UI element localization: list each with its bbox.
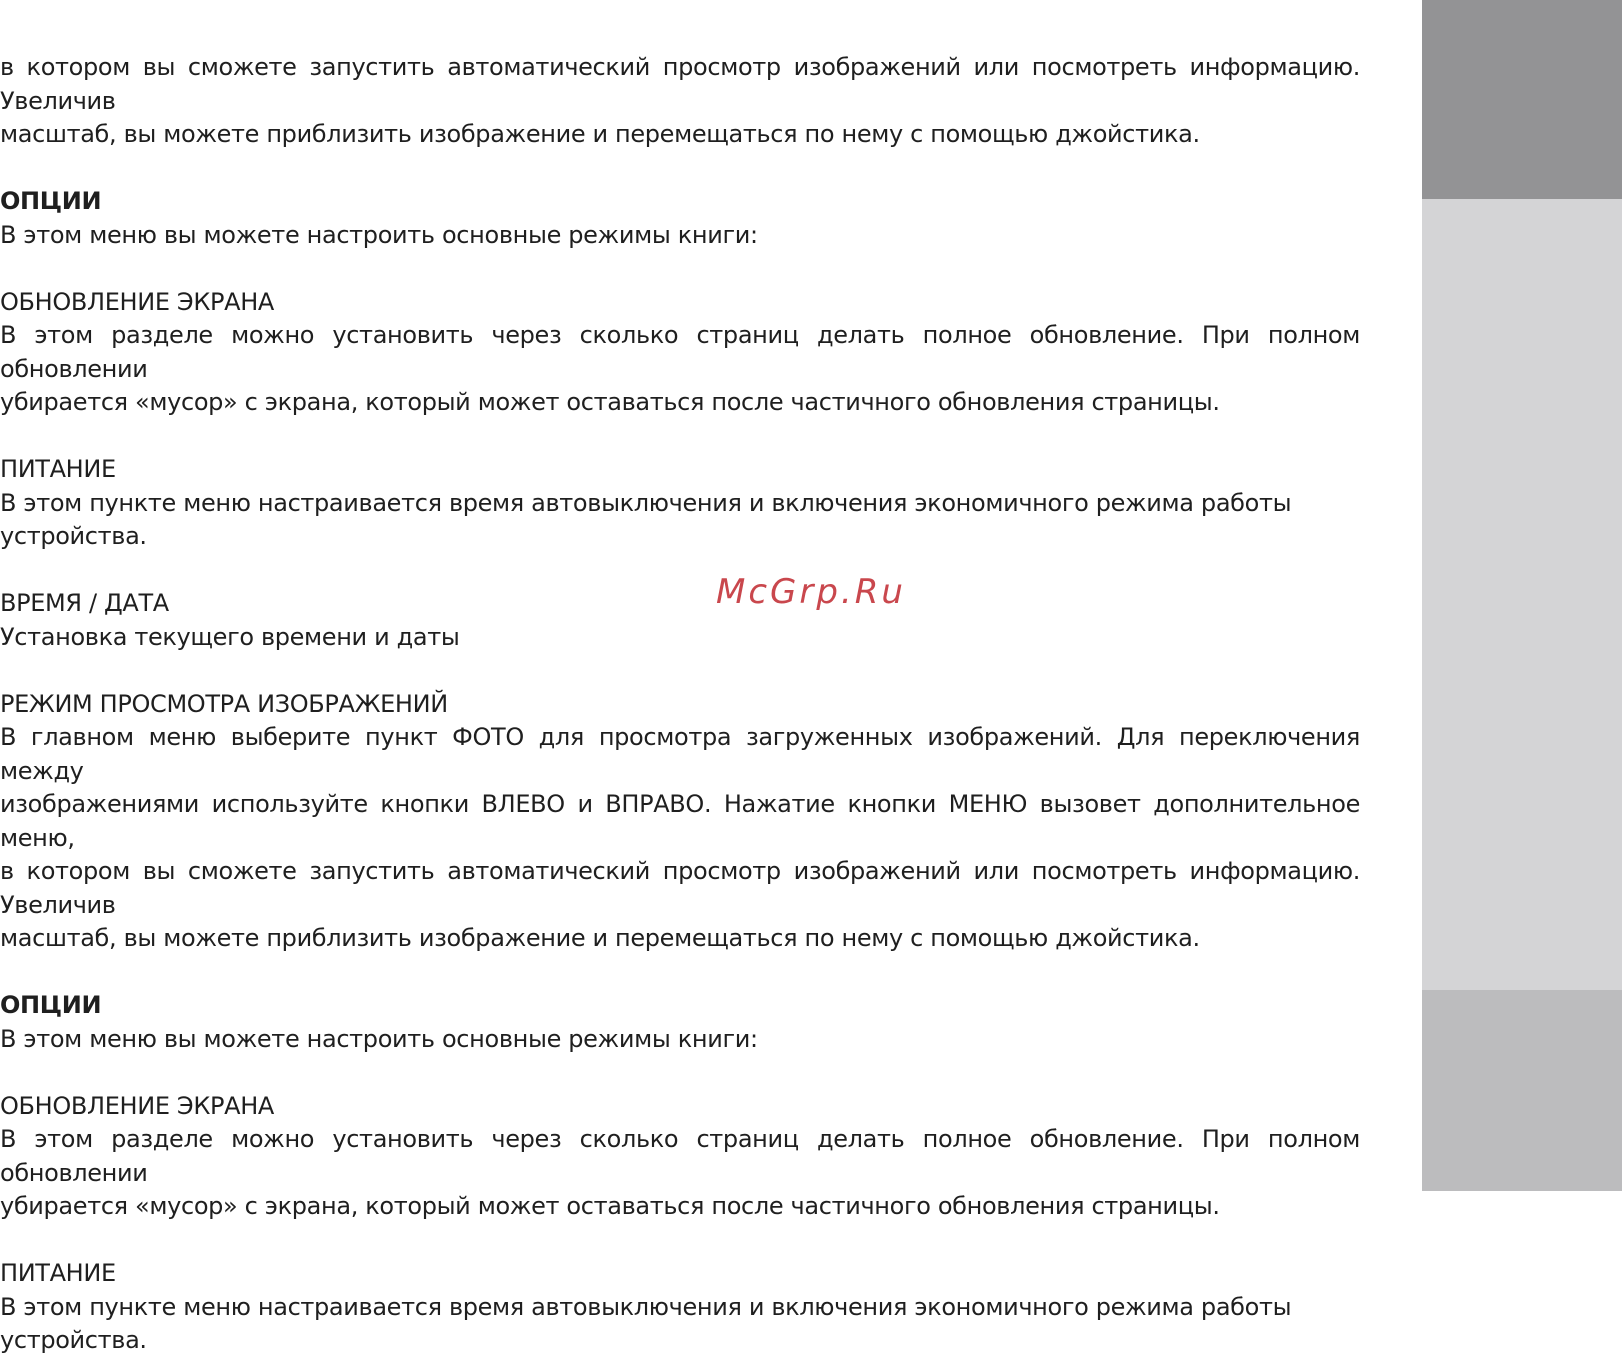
paragraph-line: масштаб, вы можете приблизить изображение и перемещаться по нему с помощью джойстика.	[0, 120, 1200, 148]
paragraph-line: убирается «мусор» с экрана, который может оставаться после частичного обновления страницы.	[0, 1192, 1220, 1220]
section-heading: ОБНОВЛЕНИЕ ЭКРАНА	[0, 1091, 274, 1120]
side-tab-segment-middle	[1422, 199, 1622, 990]
watermark: McGrp.Ru	[716, 572, 906, 612]
paragraph-gap	[0, 420, 1360, 454]
document-body	[0, 51, 1360, 1358]
paragraph-line: В этом пункте меню настраивается время автовыключения и включения экономичного режима работы устройства.	[0, 488, 1292, 550]
paragraph-line: изображениями используйте кнопки ВЛЕВО и ВПРАВО. Нажатие кнопки МЕНЮ вызовет дополнительное меню,	[0, 790, 1360, 852]
side-tab-segment-bottom	[1422, 990, 1622, 1191]
paragraph-line: в котором вы сможете запустить автоматический просмотр изображений или посмотреть информацию. Увеличив	[0, 53, 1360, 115]
paragraph-gap	[0, 152, 1360, 186]
section-heading: ВРЕМЯ / ДАТА	[0, 589, 169, 617]
paragraph-gap	[0, 654, 1360, 688]
paragraph-gap	[0, 1056, 1360, 1090]
paragraph-gap	[0, 252, 1360, 286]
paragraph-line: В этом разделе можно установить через сколько страниц делать полное обновление. При полном обновлении	[0, 1125, 1360, 1187]
section-heading: ОПЦИИ	[0, 991, 102, 1019]
side-tab-segment-top	[1422, 0, 1622, 199]
paragraph-gap	[0, 956, 1360, 990]
paragraph-line: В этом пункте меню настраивается время автовыключения и включения экономичного режима работы устройства.	[0, 1292, 1292, 1354]
paragraph-line: масштаб, вы можете приблизить изображение и перемещаться по нему с помощью джойстика.	[0, 924, 1200, 952]
paragraph-line: в котором вы сможете запустить автоматический просмотр изображений или посмотреть информацию. Увеличив	[0, 857, 1360, 919]
page-side-tab	[1422, 0, 1622, 1191]
paragraph-line: убирается «мусор» с экрана, который может оставаться после частичного обновления страницы.	[0, 388, 1220, 416]
paragraph-line: В главном меню выберите пункт ФОТО для просмотра загруженных изображений. Для переключения между	[0, 723, 1360, 785]
paragraph-line: В этом меню вы можете настроить основные режимы книги:	[0, 220, 758, 249]
paragraph-gap	[0, 1224, 1360, 1258]
paragraph-line: В этом меню вы можете настроить основные режимы книги:	[0, 1024, 758, 1053]
section-heading: ПИТАНИЕ	[0, 1259, 116, 1287]
paragraph-gap	[0, 554, 1360, 588]
section-heading: ОБНОВЛЕНИЕ ЭКРАНА	[0, 287, 274, 316]
paragraph-line: В этом разделе можно установить через сколько страниц делать полное обновление. При полном обновлении	[0, 321, 1360, 383]
paragraph-line: Установка текущего времени и даты	[0, 622, 460, 651]
section-heading: РЕЖИМ ПРОСМОТРА ИЗОБРАЖЕНИЙ	[0, 689, 448, 718]
section-heading: ПИТАНИЕ	[0, 455, 116, 483]
section-heading: ОПЦИИ	[0, 187, 102, 215]
